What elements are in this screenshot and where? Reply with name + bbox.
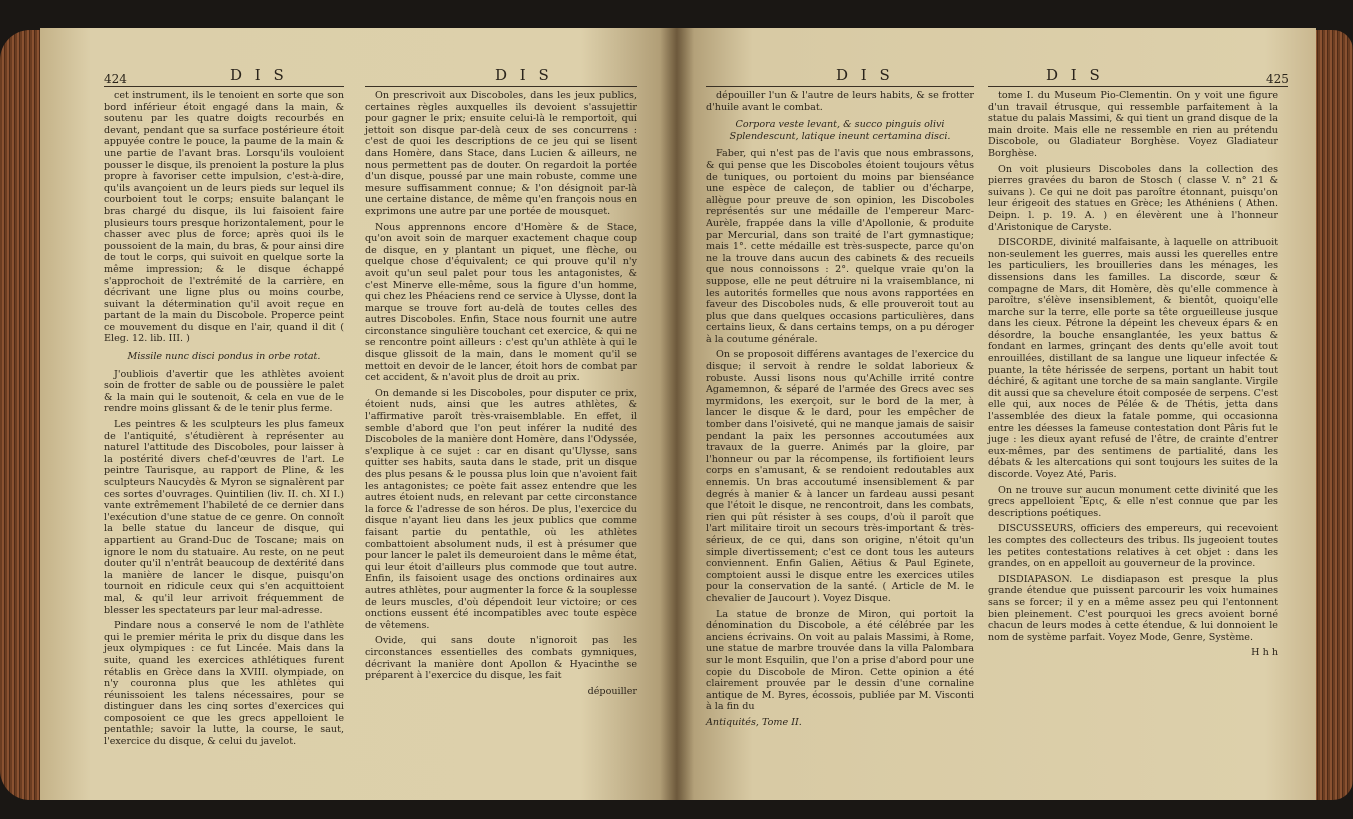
paragraph: dépouiller l'un & l'autre de leurs habits, & se frotter d'huile avant le combat. <box>706 90 974 113</box>
catchword: dépouiller <box>587 685 637 697</box>
book-gutter <box>660 28 694 800</box>
right-page-column-1 <box>706 90 974 732</box>
paragraph: On demande si les Discoboles, pour disputer ce prix, étoient nuds, ainsi que les autres athlètes, & l'affirmative paroît très-vraisemblable. En effet, il semble d'abord que l'on peut inférer la nudité des Discoboles de la manière dont Homère, dans l'Odyssée, s'explique à ce sujet : car en disant qu'Ulysse, sans quitter ses habits, sauta dans le stade, prit un disque des plus pesans & le poussa plus loin que n'avoient fait les antagonistes; ce poète fait assez entendre que les autres étoient nuds, en relevant par cette circonstance la force & l'adresse de son héros. De plus, l'exercice du disque n'ayant lieu dans les jeux publics que comme faisant partie du pentathle, où les athlètes combattoient absolument nuds, il est à présumer que pour lancer le palet ils demeuroient dans le même état, qui leur étoit d'ailleurs plus commode que tout autre. Enfin, ils faisoient usage des onctions ordinaires aux autres athlètes, pour augmenter la force & la souplesse de leurs muscles, d'où dépendoit leur victoire; or ces onctions eussent été incompatibles avec toute espèce de vêtemens. <box>365 387 637 631</box>
signature-mark: H h h <box>1251 647 1278 659</box>
header-rule-right-2 <box>988 86 1288 87</box>
header-rule-left-1 <box>104 86 344 87</box>
paragraph: On voit plusieurs Discoboles dans la collection des pierres gravées du baron de Stosch ( classe V. n° 21 & suivans ). Ce qui ne doit pas paroître étonnant, puisqu'on leur érigeoit des statues en Grèce; les Athéniens ( Athen. Deipn. l. p. 19. A. ) en élevèrent une à l'honneur d'Aristonique de Caryste. <box>988 163 1278 233</box>
right-page-column-2 <box>988 90 1278 663</box>
running-head-right-2: D I S <box>1046 66 1104 84</box>
right-fore-edge <box>1313 30 1353 800</box>
paragraph: On se proposoit différens avantages de l'exercice du disque; il servoit à rendre le soldat laborieux & robuste. Aussi lisons nous qu'Achille irrité contre Agamemnon, & séparé de l'armée des Grecs avec ses myrmidons, les exerçoit, sur le bord de la mer, à lancer le disque & le dard, pour les empêcher de tomber dans l'oisiveté, qui ne manque jamais de saisir pendant la paix les personnes accoutumées aux travaux de la guerre. Animés par la gloire, par l'honneur ou par la récompense, ils fortifioient leurs corps en s'amusant, & se rendoient redoutables aux ennemis. Un bras accoutumé insensiblement & par degrés à manier & à lancer un fardeau aussi pesant que l'étoit le disque, ne rencontroit, dans les combats, rien qui pût résister à ses coups, d'où il paroît que l'art militaire tiroit un secours très-important & très-sérieux, de ce qui, dans son origine, n'étoit qu'un simple divertissement; c'est ce dont tous les auteurs conviennent. Enfin Galien, Aëtius & Paul Eginete, comptoient aussi le disque entre les exercices utiles pour la conservation de la santé. ( Article de M. le chevalier de Jaucourt ). Voyez Disque. <box>706 349 974 604</box>
paragraph: DISDIAPASON. Le disdiapason est presque la plus grande étendue que puissent parcourir les voix humaines sans se forcer; il y en a même assez peu qui l'entonnent bien pleinement. C'est pourquoi les grecs avoient borné chacun de leurs modes à cette étendue, & lui donnoient le nom de système parfait. Voyez Mode, Genre, Système. <box>988 573 1278 643</box>
volume-footer: Antiquités, Tome II. <box>706 716 802 728</box>
left-page <box>40 28 676 800</box>
page-number-left: 424 <box>104 72 127 86</box>
paragraph: Faber, qui n'est pas de l'avis que nous embrassons, & qui pense que les Discoboles étoient toujours vêtus de tuniques, ou portoient du moins par bienséance une espèce de caleçon, de tablier ou d'écharpe, allègue pour preuve de son opinion, les Discoboles représentés sur une médaille de l'empereur Marc-Aurèle, frappée dans la ville d'Apollonie, & produite par Mercurial, dans son traité de l'art gymnastique; mais 1°. cette médaille est très-suspecte, parce qu'on ne la trouve dans aucun des cabinets & des recueils que nous connoissons : 2°. quelque vraie qu'on la suppose, elle ne peut détruire ni la vraisemblance, ni les autorités formelles que nous avons rapportées en faveur des Discoboles nuds, & elle prouveroit tout au plus que dans quelques occasions particulières, dans certains lieux, & dans certains temps, on a pu déroger à la coutume générale. <box>706 148 974 345</box>
latin-verse: Missile nunc disci pondus in orbe rotat. <box>127 351 321 363</box>
running-head-right-1: D I S <box>836 66 894 84</box>
paragraph: tome I. du Museum Pio-Clementin. On y voit une figure d'un travail étrusque, qui ressemble parfaitement à la statue du palais Massimi, & qui tient un grand disque de la main droite. Mais elle ne ressemble en rien au prétendu Discobole, ou Gladiateur Borghèse. Voyez Gladiateur Borghèse. <box>988 90 1278 159</box>
latin-verse: Corpora veste levant, & succo pinguis olivi Splendescunt, latique ineunt certamina disci. <box>729 119 951 142</box>
left-page-column-2 <box>365 90 637 701</box>
paragraph: Les peintres & les sculpteurs les plus fameux de l'antiquité, s'étudièrent à représenter au naturel l'attitude des Discoboles, pour laisser à la postérité divers chef-d'œuvres de l'art. Le peintre Taurisque, au rapport de Pline, & les sculpteurs Naucydès & Myron se signalèrent par ces sortes d'ouvrages. Quintilien (liv. II. ch. XI I.) vante extrêmement l'habileté de ce dernier dans l'exécution d'une statue de ce genre. On connoît la belle statue du lanceur de disque, qui appartient au Grand-Duc de Toscane; mais on ignore le nom du statuaire. Au reste, on ne peut douter qu'il n'entrât beaucoup de dextérité dans la manière de lancer le disque, puisqu'on tournoit en ridicule ceux qui s'en acquittoient mal, & qu'il leur arrivoit fréquemment de blesser les spectateurs par leur mal-adresse. <box>104 419 344 616</box>
running-head-left-1: D I S <box>230 66 288 84</box>
paragraph: On prescrivoit aux Discoboles, dans les jeux publics, certaines règles auxquelles ils devoient s'assujettir pour gagner le prix; ensuite celui-là le remportoit, qui jettoit son disque par-delà ceux de ses concurrens : c'est de quoi les descriptions de ce jeu qui se lisent dans Homère, dans Stace, dans Lucien & ailleurs, ne nous permettent pas de douter. On regardoit la portée d'un disque, poussé par une main robuste, comme une mesure suffisamment connue; & l'on désignoit par-là une certaine distance, de même qu'en françois nous en exprimons une autre par une portée de mousquet. <box>365 90 637 217</box>
header-rule-left-2 <box>365 86 637 87</box>
left-page-column-1 <box>104 90 344 752</box>
running-head-left-2: D I S <box>495 66 553 84</box>
paragraph: Nous apprennons encore d'Homère & de Stace, qu'on avoit soin de marquer exactement chaque coup de disque, en y plantant un piquet, une flèche, ou quelque chose d'équivalent; ce qui prouve qu'il n'y avoit qu'un seul palet pour tous les antagonistes, & c'est Minerve elle-même, sous la figure d'un homme, qui chez les Phéaciens rend ce service à Ulysse, dont la marque se trouve fort au-delà de toutes celles des autres Discoboles. Enfin, Stace nous fournit une autre circonstance singulière touchant cet exercice, & qui ne se rencontre point ailleurs : c'est qu'un athlète à qui le disque glissoit de la main, dans le moment qu'il se mettoit en devoir de le lancer, étoit hors de combat par cet accident, & n'avoit plus de droit au prix. <box>365 221 637 384</box>
paragraph: J'oubliois d'avertir que les athlètes avoient soin de frotter de sable ou de poussière le palet & la main qui le soutenoit, & cela en vue de le rendre moins glissant & de le tenir plus ferme. <box>104 368 344 415</box>
header-rule-right-1 <box>706 86 974 87</box>
paragraph: DISCORDE, divinité malfaisante, à laquelle on attribuoit non-seulement les guerres, mais aussi les querelles entre les particuliers, les brouilleries dans les ménages, les dissensions dans les familles. La discorde, sœur & compagne de Mars, dit Homère, dès qu'elle commence à paroître, s'élève insensiblement, & bientôt, quoiqu'elle marche sur la terre, elle porte sa tête orgueilleuse jusque dans les cieux. Pétrone la dépeint les cheveux épars & en désordre, la bouche ensanglantée, les yeux battus & fondant en larmes, grinçant des dents qu'elle avoit tout enrouillées, distillant de sa langue une liqueur infectée & puante, la tête hérissée de serpens, portant un habit tout déchiré, & agitant une torche de sa main sanglante. Virgile dit aussi que sa chevelure étoit composée de serpens. C'est elle qui, aux noces de Pélée & de Thétis, jetta dans l'assemblée des dieux la fatale pomme, qui occasionna entre les déesses la fameuse contestation dont Pâris fut le juge : les dieux ayant refusé de l'être, de crainte d'entrer eux-mêmes, par des sentimens de partialité, dans les débats & les altercations qui sont toujours les suites de la discorde. Voyez Até, Paris. <box>988 237 1278 480</box>
paragraph: DISCUSSEURS, officiers des empereurs, qui recevoient les comptes des collecteurs des tribus. Ils jugeoient toutes les petites contestations relatives à cet objet : dans les grandes, on en appelloit au gouverneur de la province. <box>988 523 1278 570</box>
paragraph: Ovide, qui sans doute n'ignoroit pas les circonstances essentielles des combats gymniques, décrivant la manière dont Apollon & Hyacinthe se préparent à l'exercice du disque, les fait <box>365 635 637 682</box>
paragraph: cet instrument, ils le tenoient en sorte que son bord inférieur étoit engagé dans la main, & soutenu par les quatre doigts recourbés en devant, pendant que sa surface postérieure étoit appuyée contre le pouce, la paume de la main & une partie de l'avant bras. Lorsqu'ils vouloient pousser le disque, ils prenoient la posture la plus propre à favoriser cette impulsion, c'est-à-dire, qu'ils avançoient un de leurs pieds sur lequel ils courboient tout le corps; ensuite balançant le bras chargé du disque, ils lui faisoient faire plusieurs tours presque horizontalement, pour le chasser avec plus de force; après quoi ils le poussoient de la main, du bras, & pour ainsi dire de tout le corps, qui suivoit en quelque sorte la même impression; & le disque échappé s'approchoit de l'extrémité de la carrière, en décrivant une ligne plus ou moins courbe, suivant la détermination qu'il avoit reçue en partant de la main du Discobole. Properce peint ce mouvement du disque en l'air, quand il dit ( Eleg. 12. lib. III. ) <box>104 90 344 345</box>
paragraph: On ne trouve sur aucun monument cette divinité que les grecs appelloient Ἔρις, & elle n'est connue que par les descriptions poétiques. <box>988 484 1278 519</box>
right-page <box>676 28 1316 800</box>
paragraph: La statue de bronze de Miron, qui portoit la dénomination du Discobole, a été célébrée par les anciens écrivains. On voit au palais Massimi, à Rome, une statue de marbre trouvée dans la villa Palombara sur le mont Esquilin, que l'on a prise d'abord pour une copie du Discobole de Miron. Cette opinion a été clairement prouvée par le dessin d'une cornaline antique de M. Byres, écossois, publiée par M. Visconti à la fin du <box>706 608 974 713</box>
page-number-right: 425 <box>1266 72 1289 86</box>
paragraph: Pindare nous a conservé le nom de l'athlète qui le premier mérita le prix du disque dans les jeux olympiques : ce fut Lincée. Mais dans la suite, quand les exercices athlétiques furent rétablis en Grèce dans la XVIII. olympiade, on n'y couronna plus que les athlètes qui réunissoient les talens nécessaires, pour se distinguer dans les cinq sortes d'exercices qui composoient ce que les grecs appelloient le pentathle; savoir la lutte, la course, le saut, l'exercice du disque, & celui du javelot. <box>104 620 344 748</box>
